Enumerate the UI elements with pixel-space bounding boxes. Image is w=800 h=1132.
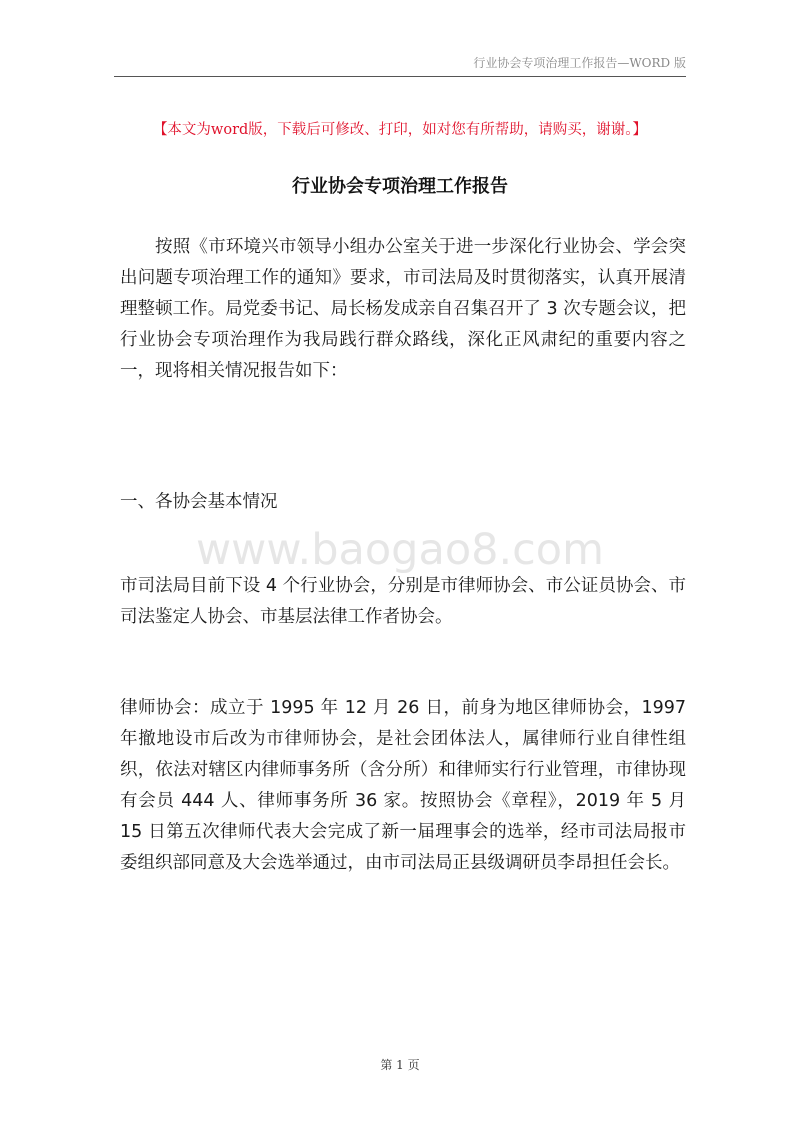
watermark: www.baogao8.com xyxy=(196,525,604,575)
page-header-running-title: 行业协会专项治理工作报告—WORD 版 xyxy=(473,56,686,70)
document-title: 行业协会专项治理工作报告 xyxy=(292,176,508,197)
page-number: 第 1 页 xyxy=(380,1058,420,1072)
header-divider xyxy=(114,76,686,77)
purchase-notice: 【本文为word版，下载后可修改、打印，如对您有所帮助，请购买，谢谢。】 xyxy=(152,122,648,138)
intro-paragraph: 按照《市环境兴市领导小组办公室关于进一步深化行业协会、学会突出问题专项治理工作的通知》要求，市司法局及时贯彻落实，认真开展清理整顿工作。局党委书记、局长杨发成亲自召集召开了 3 次专题会议，把行业协会专项治理作为我局践行群众路线，深化正风肃纪的重要内容之一，现将相关情况报告如下： xyxy=(120,237,686,381)
associations-paragraph: 市司法局目前下设 4 个行业协会，分别是市律师协会、市公证员协会、市司法鉴定人协会、市基层法律工作者协会。 xyxy=(120,576,686,627)
section-heading: 一、各协会基本情况 xyxy=(120,492,278,512)
lawyers-association-paragraph: 律师协会：成立于 1995 年 12 月 26 日，前身为地区律师协会，1997 年撤地设市后改为市律师协会，是社会团体法人，属律师行业自律性组织，依法对辖区内律师事务所（含分所）和律师实行行业管理，市律协现有会员 444 人、律师事务所 36 家。按照协会《章程》，2019 年 5 月 15 日第五次律师代表大会完成了新一届理事会的选举，经市司法局报市委组织部同意及大会选举通过，由市司法局正县级调研员李昂担任会长。 xyxy=(120,698,686,873)
